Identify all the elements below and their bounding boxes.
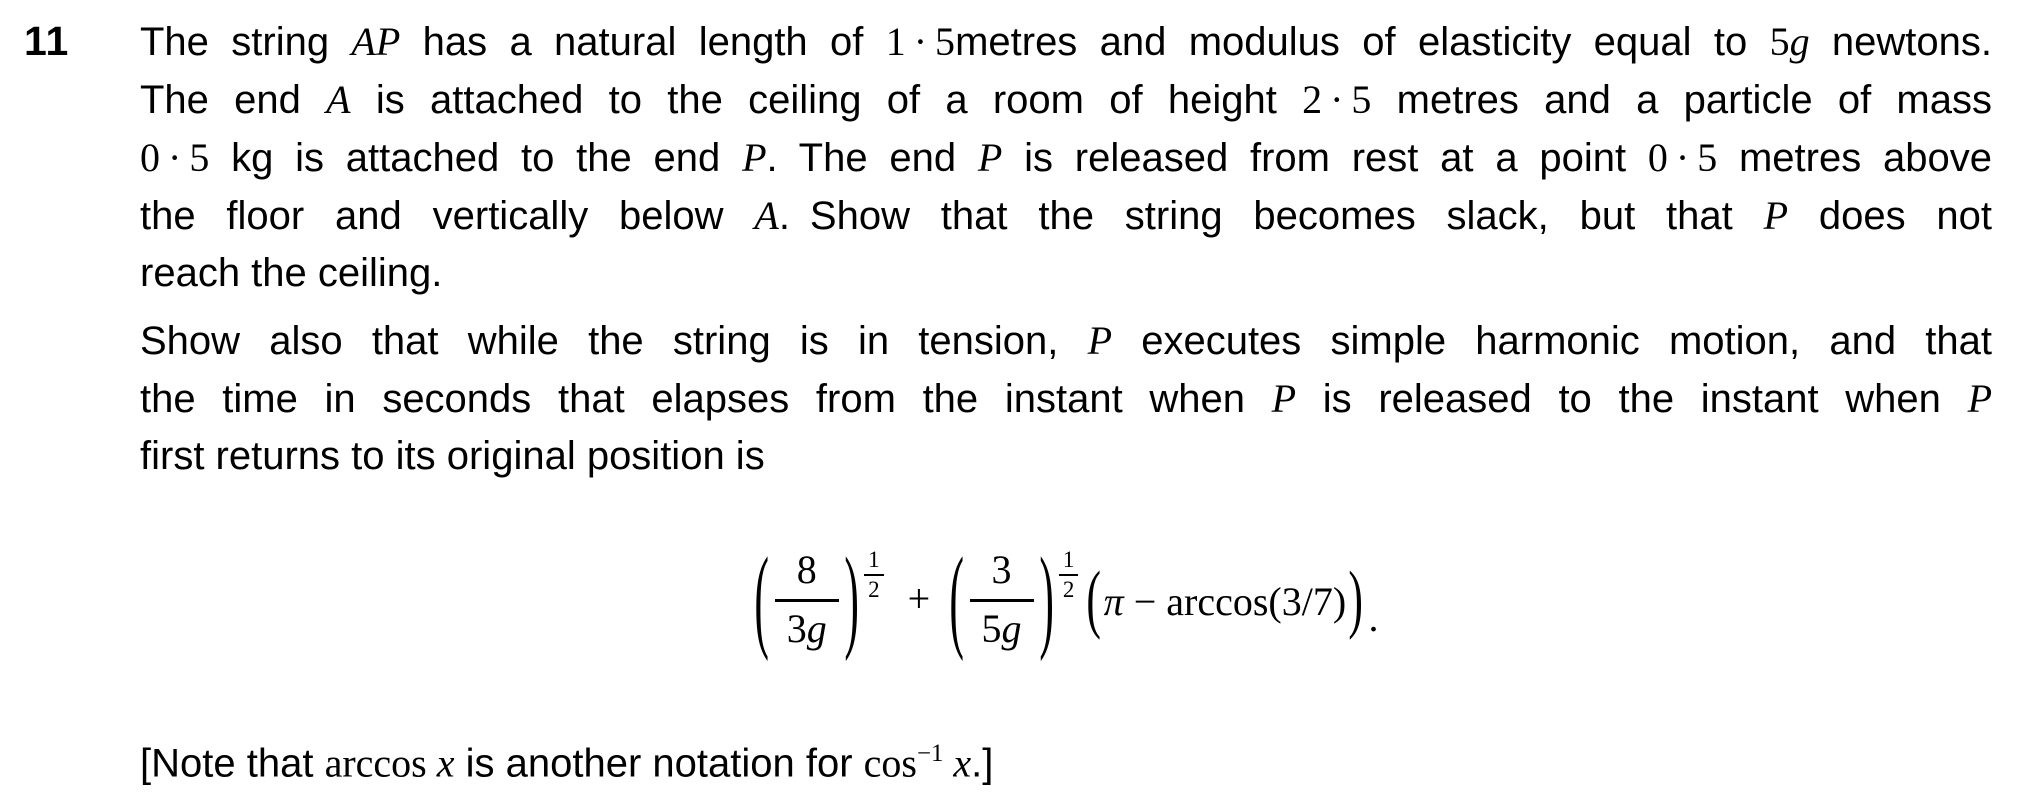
text-run: AP	[351, 19, 401, 64]
pi-minus-arccos-argument	[1103, 579, 1347, 624]
text-run: first returns to its original position is	[140, 434, 765, 478]
text-run: 2 · 5	[1302, 77, 1372, 122]
text-run: g	[1789, 19, 1810, 64]
fraction-numerator: 3	[970, 550, 1034, 602]
text-run: P	[742, 135, 767, 180]
text-line	[140, 13, 1992, 71]
right-paren-term1: )	[844, 534, 859, 662]
right-paren-argument: )	[1348, 556, 1364, 641]
note-line	[140, 725, 1992, 792]
fraction-3-over-5g	[970, 546, 1034, 651]
text-run: P	[1087, 318, 1113, 363]
fraction-numerator: 8	[775, 550, 839, 602]
text-run: The string	[140, 20, 352, 64]
paragraph-1	[140, 13, 1992, 302]
exponent-denominator: 2	[1062, 576, 1075, 602]
left-paren-argument: (	[1086, 556, 1102, 641]
exponent-denominator: 2	[868, 576, 880, 602]
text-run: 5	[1769, 19, 1790, 64]
text-run: does not	[1788, 194, 1993, 238]
question-number: 11	[24, 18, 70, 64]
text-run: the floor and vertically below	[140, 194, 755, 238]
text-run: P	[1763, 193, 1789, 238]
exponent-numerator: 1	[1059, 548, 1079, 576]
text-run: metres and a particle of mass	[1371, 78, 1992, 122]
text-run: −1	[916, 740, 944, 767]
text-run: is released from rest at a point	[1002, 136, 1648, 180]
text-run: x	[436, 740, 455, 786]
denominator-variable-g: g	[1001, 605, 1022, 651]
text-run: executes simple harmonic motion, and that	[1112, 319, 1992, 363]
text-run: P	[977, 135, 1003, 180]
text-run: has a natural length of	[400, 20, 886, 64]
text-run: −	[1123, 579, 1167, 624]
text-line	[140, 245, 1992, 302]
text-run: [Note that	[140, 741, 325, 786]
plus-operator: +	[907, 576, 931, 621]
text-run: The end	[140, 78, 327, 122]
text-run: .]	[971, 741, 994, 786]
text-run: A	[326, 77, 351, 122]
text-run: arccos(3/7)	[1166, 579, 1347, 624]
left-paren-term2: (	[949, 534, 965, 662]
displayed-formula	[140, 529, 1992, 669]
text-run: . Show that the string becomes slack, but that	[778, 194, 1764, 238]
text-run: newtons.	[1809, 20, 1993, 64]
text-run: A	[754, 193, 779, 238]
text-run: . The end	[766, 136, 978, 180]
text-line	[140, 370, 1992, 428]
text-run: π	[1103, 579, 1124, 624]
exponent-one-half	[864, 548, 884, 602]
trailing-period: .	[1368, 595, 1379, 640]
text-run: 0 · 5	[140, 135, 210, 180]
text-run: is another notation for	[454, 741, 864, 786]
text-run: cos	[863, 740, 917, 786]
text-line	[140, 312, 1992, 370]
text-run: 1 · 5	[885, 19, 956, 64]
text-run: is attached to the ceiling of a room of height	[350, 78, 1303, 122]
question-content	[140, 13, 1992, 792]
fraction-denominator	[970, 602, 1034, 649]
text-line	[140, 71, 1992, 129]
text-run: the time in seconds that elapses from the instant when	[140, 377, 1272, 421]
fraction-8-over-3g	[775, 546, 839, 651]
paragraph-2	[140, 312, 1992, 485]
text-run: metres above	[1717, 136, 1992, 180]
exponent-one-half	[1059, 548, 1079, 602]
text-line	[140, 129, 1992, 187]
denominator-coefficient: 3	[786, 605, 807, 651]
denominator-variable-g: g	[806, 605, 827, 651]
text-run: metres and modulus of elasticity equal to	[955, 20, 1770, 64]
text-line	[140, 428, 1992, 485]
text-run: P	[1271, 376, 1297, 421]
denominator-coefficient: 5	[981, 605, 1002, 651]
equation	[753, 534, 1379, 662]
text-line	[140, 187, 1992, 245]
text-run: P	[1967, 376, 1993, 421]
left-paren-term1: (	[754, 534, 770, 662]
exponent-numerator: 1	[864, 548, 884, 576]
text-run: 0 · 5	[1647, 135, 1718, 180]
fraction-denominator	[775, 602, 839, 649]
right-paren-term2: )	[1038, 534, 1054, 662]
text-run: Show also that while the string is in tension,	[140, 319, 1088, 363]
text-run: arccos	[324, 740, 437, 786]
text-run: reach the ceiling.	[140, 251, 443, 295]
text-run: is released to the instant when	[1296, 377, 1968, 421]
text-run: x	[943, 740, 972, 786]
text-run: kg is attached to the end	[209, 136, 743, 180]
